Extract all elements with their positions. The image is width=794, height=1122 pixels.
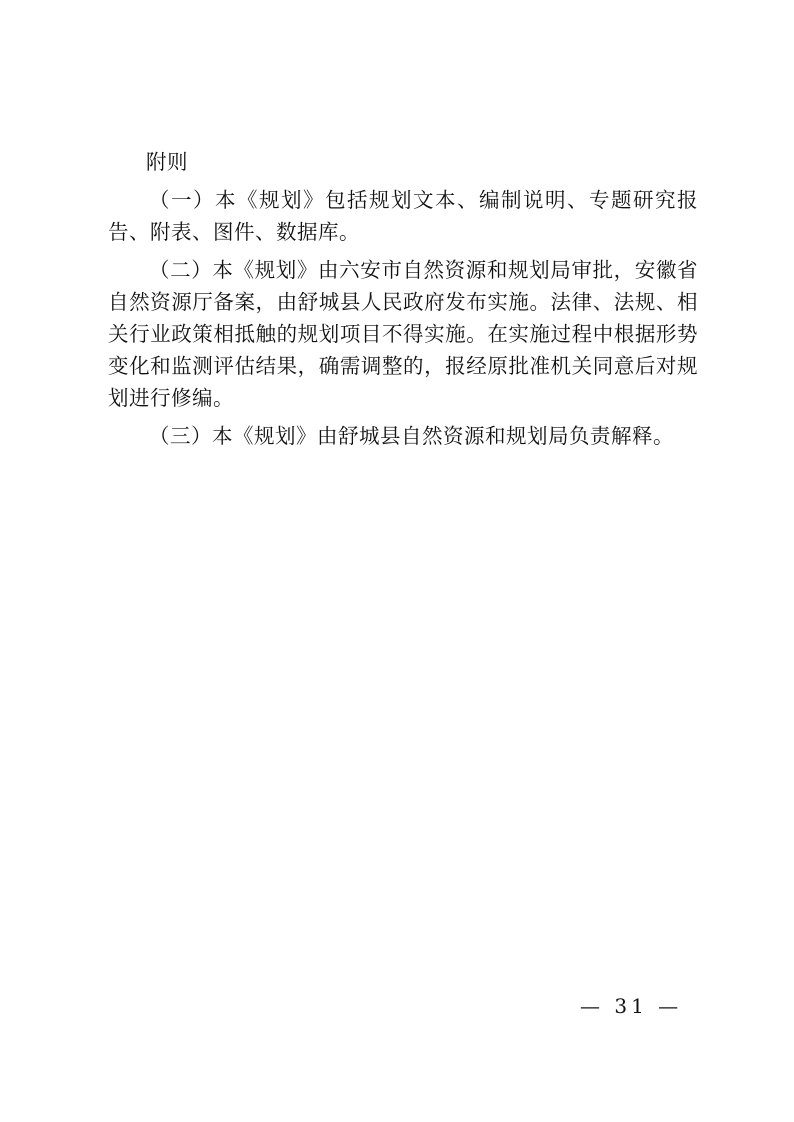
paragraph-2: （二）本《规划》由六安市自然资源和规划局审批，安徽省自然资源厅备案，由舒城县人民政府发布实施。法律、法规、相关行业政策相抵触的规划项目不得实施。在实施过程中根据形势变化和监测评估结果，确需调整的，报经原批准机关同意后对规划进行修编。	[108, 258, 698, 410]
page-number: — 31 —	[580, 994, 683, 1018]
paragraph-1: （一）本《规划》包括规划文本、编制说明、专题研究报告、附表、图件、数据库。	[108, 188, 698, 244]
section-heading: 附则	[146, 150, 188, 174]
paragraph-3: （三）本《规划》由舒城县自然资源和规划局负责解释。	[149, 424, 674, 448]
document-body	[108, 146, 698, 452]
